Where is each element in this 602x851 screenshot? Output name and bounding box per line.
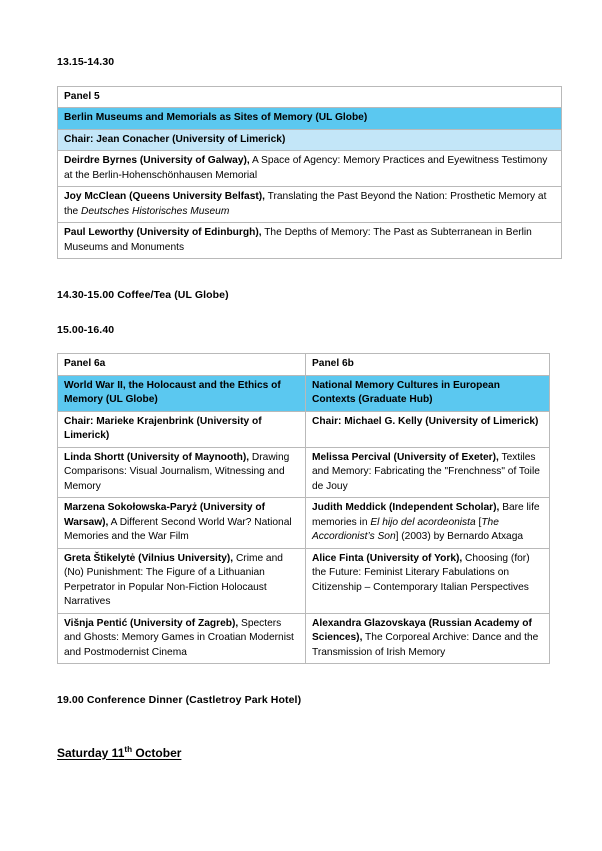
panel-6a-paper-3 — [58, 548, 306, 613]
paper-title-mid: [ — [475, 516, 482, 528]
table-row — [58, 498, 550, 548]
table-row — [58, 187, 562, 223]
session-1-time: 13.15-14.30 — [57, 56, 115, 68]
speaker-name: Joy McClean (Queens University Belfast), — [64, 191, 265, 203]
panel-6a-paper-4 — [58, 613, 306, 663]
panel-6b-paper-1 — [306, 447, 550, 497]
panel-6b-paper-4 — [306, 613, 550, 663]
spacer — [57, 664, 549, 694]
paper-title-italic: Deutsches Historisches Museum — [81, 205, 230, 217]
table-row — [58, 223, 562, 259]
table-row — [58, 613, 550, 663]
table-row — [58, 129, 562, 150]
next-day-heading — [57, 746, 549, 760]
paper-title: Translating the Past Beyond the Nation: Prosthetic Memory at the — [64, 191, 547, 217]
conference-dinner-heading: 19.00 Conference Dinner (Castletroy Park Hotel) — [57, 694, 302, 706]
panel-5-chair: Chair: Jean Conacher (University of Limerick) — [58, 129, 562, 150]
speaker-name: Deirdre Byrnes (University of Galway), — [64, 155, 250, 167]
spacer — [57, 259, 549, 289]
speaker-name: Višnja Pentić (University of Zagreb), — [64, 617, 239, 629]
speaker-name: Alexandra Glazovskaya (Russian Academy of Sciences), — [312, 617, 532, 644]
spacer — [57, 70, 549, 86]
table-row — [58, 86, 562, 107]
panel-5-title: Berlin Museums and Memorials as Sites of Memory (UL Globe) — [58, 108, 562, 129]
next-day-ordinal: th — [124, 744, 133, 754]
panel-6a-paper-2 — [58, 498, 306, 548]
speaker-name: Melissa Percival (University of Exeter), — [312, 451, 499, 463]
panel-6b-chair: Chair: Michael G. Kelly (University of Limerick) — [306, 411, 550, 447]
paper-title: Bare life memories in — [312, 502, 540, 528]
speaker-name: Paul Leworthy (University of Edinburgh), — [64, 227, 262, 239]
table-row — [58, 151, 562, 187]
paper-title: Choosing (for) the Future: Feminist Literary Fabulations on Citizenship – Contemporary Italian Perspectives — [312, 552, 530, 593]
table-row — [58, 447, 550, 497]
panel-5-table — [57, 86, 562, 259]
table-row — [58, 375, 550, 411]
spacer — [57, 303, 549, 324]
panel-5-paper-3 — [58, 223, 562, 259]
paper-title: A Space of Agency: Memory Practices and Eyewitness Testimony at the Berlin-Hohenschönhausen Memorial — [64, 155, 548, 181]
schedule-content — [57, 56, 549, 760]
table-row — [58, 411, 550, 447]
paper-title: Textiles and Memory: Fabricating the "Frenchness" of Toile de Jouy — [312, 451, 540, 492]
panel-6a-paper-1 — [58, 447, 306, 497]
table-row — [58, 354, 550, 375]
speaker-name: Judith Meddick (Independent Scholar), — [312, 502, 500, 514]
speaker-name: Greta Štikelytė (Vilnius University), — [64, 552, 234, 564]
panel-6a-title: World War II, the Holocaust and the Ethics of Memory (UL Globe) — [58, 375, 306, 411]
panel-6a-chair: Chair: Marieke Krajenbrink (University of Limerick) — [58, 411, 306, 447]
spacer — [57, 708, 549, 746]
paper-title: Drawing Comparisons: Visual Journalism, Witnessing and Memory — [64, 451, 290, 492]
panel-6-table — [57, 353, 550, 664]
spacer — [57, 337, 549, 353]
panel-6b-label: Panel 6b — [306, 354, 550, 375]
panel-6b-paper-3 — [306, 548, 550, 613]
paper-title: The Corporeal Archive: Dance and the Transmission of Irish Memory — [312, 632, 539, 658]
coffee-break-heading: 14.30-15.00 Coffee/Tea (UL Globe) — [57, 289, 229, 301]
next-day-suffix: October — [132, 745, 182, 760]
panel-6b-title: National Memory Cultures in European Contexts (Graduate Hub) — [306, 375, 550, 411]
panel-5-paper-2 — [58, 187, 562, 223]
speaker-name: Marzena Sokołowska-Paryż (University of Warsaw), — [64, 502, 265, 528]
next-day-prefix: Saturday 11 — [57, 745, 125, 760]
table-row — [58, 548, 550, 613]
paper-title: Specters and Ghosts: Memory Games in Croatian Modernist and Postmodernist Cinema — [64, 617, 294, 658]
paper-title-italic-2: The Accordionist’s Son — [312, 516, 499, 543]
paper-title: The Depths of Memory: The Past as Subterranean in Berlin Museums and Monuments — [64, 227, 532, 253]
paper-title: A Different Second World War? National Memories and the War Film — [64, 516, 292, 543]
panel-5-paper-1 — [58, 151, 562, 187]
paper-title-italic: El hijo del acordeonista — [370, 516, 476, 528]
panel-5-label: Panel 5 — [58, 86, 562, 107]
paper-title-post: ] (2003) by Bernardo Atxaga — [395, 531, 524, 543]
paper-title: Crime and (No) Punishment: The Figure of a Lithuanian Perpetrator in Popular Non-Fiction Holocaust Narratives — [64, 552, 283, 608]
session-2-time: 15.00-16.40 — [57, 323, 115, 336]
panel-6b-paper-2 — [306, 498, 550, 548]
panel-6a-label: Panel 6a — [58, 354, 306, 375]
speaker-name: Alice Finta (University of York), — [312, 552, 463, 564]
table-row — [58, 108, 562, 129]
speaker-name: Linda Shortt (University of Maynooth), — [64, 451, 250, 463]
